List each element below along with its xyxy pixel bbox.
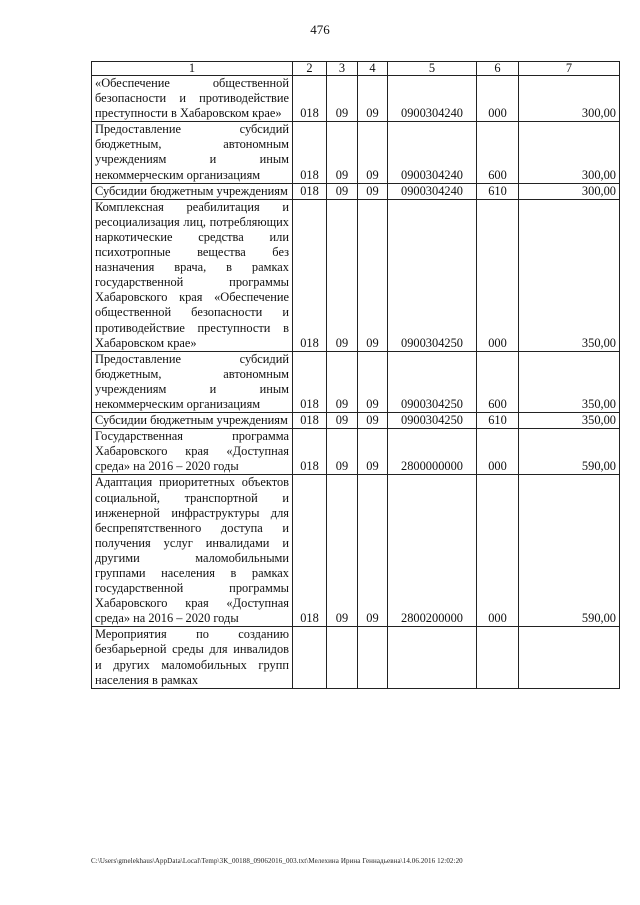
cell-expense-type: 000	[477, 199, 519, 351]
column-header: 7	[519, 62, 620, 76]
row-description: Субсидии бюджетным учреждениям	[92, 183, 293, 199]
row-description: Комплексная реабилитация и ресоциализация лиц, потребляющих наркотические средства или психотропные вещества без назначения врача, в рамках государственной программы Хабаровского края «Обеспечение общественной безопасности и противодействие преступности в Хабаровском крае»	[92, 199, 293, 351]
cell-target-code: 0900304240	[388, 122, 477, 183]
row-description: Предоставление субсидий бюджетным, автономным учреждениям и иным некоммерческим организациям	[92, 351, 293, 412]
table-row	[92, 76, 620, 122]
table-row	[92, 199, 620, 351]
table-row	[92, 627, 620, 688]
row-description: Мероприятия по созданию безбарьерной среды для инвалидов и других маломобильных групп населения в рамках	[92, 627, 293, 688]
column-header: 4	[358, 62, 388, 76]
cell-section: 09	[327, 429, 358, 475]
cell-ministry: 018	[293, 199, 327, 351]
table-row	[92, 429, 620, 475]
cell-subsection: 09	[358, 351, 388, 412]
cell-expense-type: 000	[477, 475, 519, 627]
table-row	[92, 413, 620, 429]
cell-subsection: 09	[358, 475, 388, 627]
cell-target-code: 0900304250	[388, 413, 477, 429]
cell-target-code	[388, 627, 477, 688]
cell-section	[327, 627, 358, 688]
cell-expense-type: 610	[477, 183, 519, 199]
table-header-row	[92, 62, 620, 76]
cell-subsection: 09	[358, 76, 388, 122]
page-number: 476	[310, 22, 330, 37]
cell-amount: 300,00	[519, 76, 620, 122]
cell-ministry	[293, 627, 327, 688]
row-description: Предоставление субсидий бюджетным, автономным учреждениям и иным некоммерческим организациям	[92, 122, 293, 183]
cell-ministry: 018	[293, 475, 327, 627]
cell-target-code: 2800000000	[388, 429, 477, 475]
table-row	[92, 475, 620, 627]
cell-target-code: 0900304250	[388, 199, 477, 351]
column-header: 3	[327, 62, 358, 76]
cell-subsection: 09	[358, 122, 388, 183]
cell-ministry: 018	[293, 122, 327, 183]
cell-section: 09	[327, 475, 358, 627]
cell-subsection: 09	[358, 413, 388, 429]
cell-target-code: 0900304250	[388, 351, 477, 412]
cell-ministry: 018	[293, 429, 327, 475]
column-header: 2	[293, 62, 327, 76]
cell-ministry: 018	[293, 76, 327, 122]
cell-expense-type: 610	[477, 413, 519, 429]
cell-amount: 350,00	[519, 351, 620, 412]
cell-expense-type: 000	[477, 76, 519, 122]
cell-subsection: 09	[358, 183, 388, 199]
footer-file-path: C:\Users\gmelekhaus\AppData\Local\Temp\3K_00188_09062016_003.txt\Мелехина Ирина Геннадьевна\14.06.2016 12:02:20	[91, 857, 463, 865]
cell-amount: 300,00	[519, 183, 620, 199]
table-row	[92, 122, 620, 183]
table-row	[92, 351, 620, 412]
column-header: 6	[477, 62, 519, 76]
cell-amount: 590,00	[519, 429, 620, 475]
cell-expense-type: 600	[477, 122, 519, 183]
cell-amount: 590,00	[519, 475, 620, 627]
cell-ministry: 018	[293, 413, 327, 429]
cell-subsection: 09	[358, 429, 388, 475]
cell-target-code: 0900304240	[388, 76, 477, 122]
row-description: Адаптация приоритетных объектов социальной, транспортной и инженерной инфраструктуры для беспрепятственного доступа и получения услуг инвалидами и другими маломобильными группами населения в рамках государственной программы Хабаровского края «Доступная среда» на 2016 – 2020 годы	[92, 475, 293, 627]
column-header: 1	[92, 62, 293, 76]
cell-section: 09	[327, 122, 358, 183]
cell-section: 09	[327, 199, 358, 351]
column-header: 5	[388, 62, 477, 76]
cell-ministry: 018	[293, 351, 327, 412]
row-description: Субсидии бюджетным учреждениям	[92, 413, 293, 429]
cell-expense-type: 000	[477, 429, 519, 475]
cell-subsection: 09	[358, 199, 388, 351]
cell-ministry: 018	[293, 183, 327, 199]
cell-subsection	[358, 627, 388, 688]
cell-amount: 350,00	[519, 413, 620, 429]
cell-expense-type: 600	[477, 351, 519, 412]
cell-amount: 350,00	[519, 199, 620, 351]
budget-table	[91, 61, 620, 689]
cell-expense-type	[477, 627, 519, 688]
row-description: «Обеспечение общественной безопасности и противодействие преступности в Хабаровском крае»	[92, 76, 293, 122]
cell-section: 09	[327, 76, 358, 122]
cell-target-code: 2800200000	[388, 475, 477, 627]
cell-section: 09	[327, 351, 358, 412]
cell-amount: 300,00	[519, 122, 620, 183]
cell-section: 09	[327, 413, 358, 429]
cell-section: 09	[327, 183, 358, 199]
cell-target-code: 0900304240	[388, 183, 477, 199]
cell-amount	[519, 627, 620, 688]
row-description: Государственная программа Хабаровского края «Доступная среда» на 2016 – 2020 годы	[92, 429, 293, 475]
table-row	[92, 183, 620, 199]
